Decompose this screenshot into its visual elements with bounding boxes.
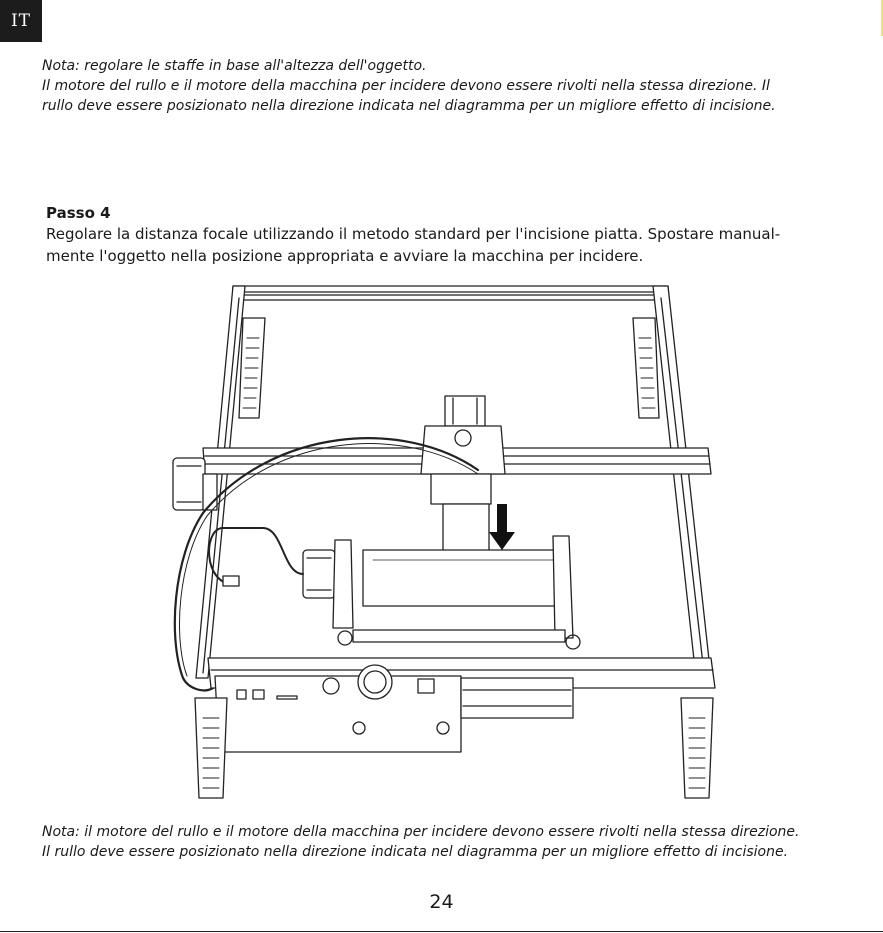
rotary-roller [209, 528, 580, 649]
front-left-foot [195, 698, 227, 798]
note-top-line-2: Il motore del rullo e il motore della macchina per incidere devono essere rivolti nella stessa direzione. Il [42, 78, 770, 94]
front-right-foot [681, 698, 713, 798]
back-rail [233, 286, 668, 300]
back-right-foot [633, 318, 659, 418]
step-section [46, 203, 836, 267]
page-number: 24 [429, 891, 454, 913]
step-body-line-2: mente l'oggetto nella posizione appropriata e avviare la macchina per incidere. [46, 247, 644, 265]
note-top-line-3: rullo deve essere posizionato nella direzione indicata nel diagramma per un migliore effetto di incisione. [42, 98, 776, 114]
bottom-divider [0, 931, 883, 932]
laser-engraver-rotary-diagram [163, 278, 729, 803]
note-bottom [42, 822, 852, 862]
note-top-line-1: Nota: regolare le staffe in base all'altezza dell'oggetto. [42, 58, 427, 74]
note-top [42, 56, 852, 116]
control-box [215, 665, 573, 752]
note-bottom-line-2: Il rullo deve essere posizionato nella direzione indicata nel diagramma per un migliore effetto di incisione. [42, 844, 789, 860]
down-arrow-icon [489, 504, 515, 550]
step-title: Passo 4 [46, 204, 111, 222]
right-side-rail [653, 286, 711, 678]
back-left-foot [239, 318, 265, 418]
note-bottom-line-1: Nota: il motore del rullo e il motore della macchina per incidere devono essere rivolti nella stessa direzione. [42, 824, 800, 840]
step-body-line-1: Regolare la distanza focale utilizzando il metodo standard per l'incisione piatta. Spostare manual- [46, 225, 781, 243]
language-tab: IT [0, 0, 42, 42]
